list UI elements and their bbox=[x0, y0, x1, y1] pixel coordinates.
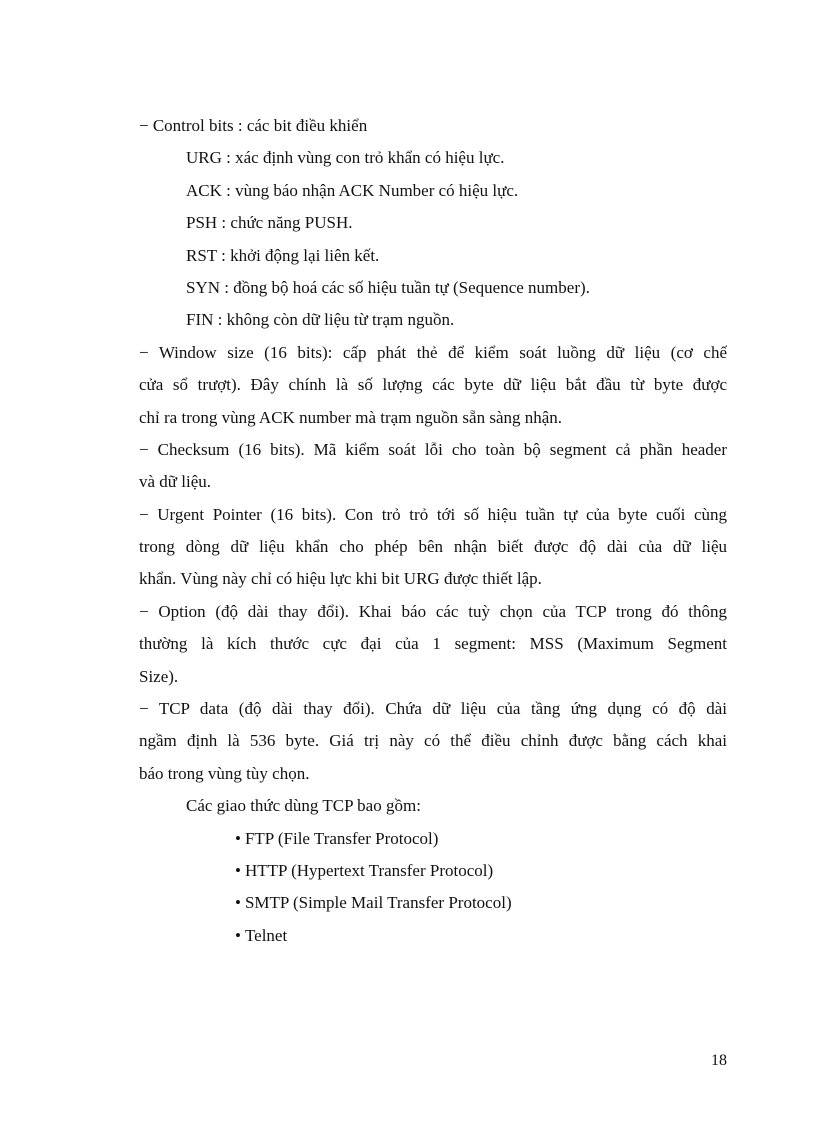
protocol-label: FTP (File Transfer Protocol) bbox=[244, 828, 439, 848]
bullet-icon: • bbox=[235, 893, 241, 913]
checksum-line-1: − Checksum (16 bits). Mã kiểm soát lỗi cho toàn bộ segment cả phần header bbox=[139, 439, 727, 459]
protocol-item-telnet bbox=[139, 920, 727, 952]
checksum-line-2: và dữ liệu. bbox=[139, 472, 212, 492]
protocol-label: Telnet bbox=[244, 925, 288, 945]
bullet-icon: • bbox=[235, 860, 241, 880]
control-bit-ack: ACK : vùng báo nhận ACK Number có hiệu lực. bbox=[186, 180, 519, 200]
tcp-data-line-3: báo trong vùng tùy chọn. bbox=[139, 763, 310, 783]
control-bit-syn: SYN : đồng bộ hoá các số hiệu tuần tự (Sequence number). bbox=[186, 277, 590, 297]
control-bit-urg: URG : xác định vùng con trỏ khẩn có hiệu lực. bbox=[186, 148, 505, 168]
protocol-label: SMTP (Simple Mail Transfer Protocol) bbox=[244, 893, 512, 913]
option-line-1: − Option (độ dài thay đổi). Khai báo các tuỳ chọn của TCP trong đó thông bbox=[139, 601, 727, 621]
window-size-line-3: chỉ ra trong vùng ACK number mà trạm nguồn sẵn sàng nhận. bbox=[139, 407, 563, 427]
protocol-item-http bbox=[139, 855, 727, 887]
control-bit-fin: FIN : không còn dữ liệu từ trạm nguồn. bbox=[186, 310, 455, 330]
document-body bbox=[139, 110, 727, 952]
bullet-icon: • bbox=[235, 925, 241, 945]
tcp-data-line-1: − TCP data (độ dài thay đổi). Chứa dữ liệu của tầng ứng dụng có độ dài bbox=[139, 699, 727, 719]
page-number: 18 bbox=[711, 1052, 727, 1069]
option-line-3: Size). bbox=[139, 666, 179, 686]
window-size-line-1: − Window size (16 bits): cấp phát thẻ để kiểm soát luồng dữ liệu (cơ chế bbox=[139, 342, 727, 362]
control-bit-psh: PSH : chức năng PUSH. bbox=[186, 213, 353, 233]
urgent-pointer-line-1: − Urgent Pointer (16 bits). Con trỏ trỏ tới số hiệu tuần tự của byte cuối cùng bbox=[139, 504, 727, 524]
protocols-intro: Các giao thức dùng TCP bao gồm: bbox=[186, 796, 421, 816]
option-line-2: thường là kích thước cực đại của 1 segment: MSS (Maximum Segment bbox=[139, 634, 727, 654]
protocol-label: HTTP (Hypertext Transfer Protocol) bbox=[244, 860, 494, 880]
tcp-data-line-2: ngầm định là 536 byte. Giá trị này có thể điều chỉnh được bằng cách khai bbox=[139, 731, 727, 751]
protocol-item-smtp bbox=[139, 887, 727, 919]
bullet-icon: • bbox=[235, 828, 241, 848]
window-size-line-2: cửa sổ trượt). Đây chính là số lượng các byte dữ liệu bắt đầu từ byte được bbox=[139, 375, 727, 395]
control-bit-rst: RST : khởi động lại liên kết. bbox=[186, 245, 380, 265]
protocol-item-ftp bbox=[139, 823, 727, 855]
control-bits-heading: − Control bits : các bit điều khiển bbox=[139, 116, 368, 135]
urgent-pointer-line-3: khẩn. Vùng này chỉ có hiệu lực khi bit URG được thiết lập. bbox=[139, 569, 542, 589]
urgent-pointer-line-2: trong dòng dữ liệu khẩn cho phép bên nhận biết được độ dài của dữ liệu bbox=[139, 537, 727, 557]
